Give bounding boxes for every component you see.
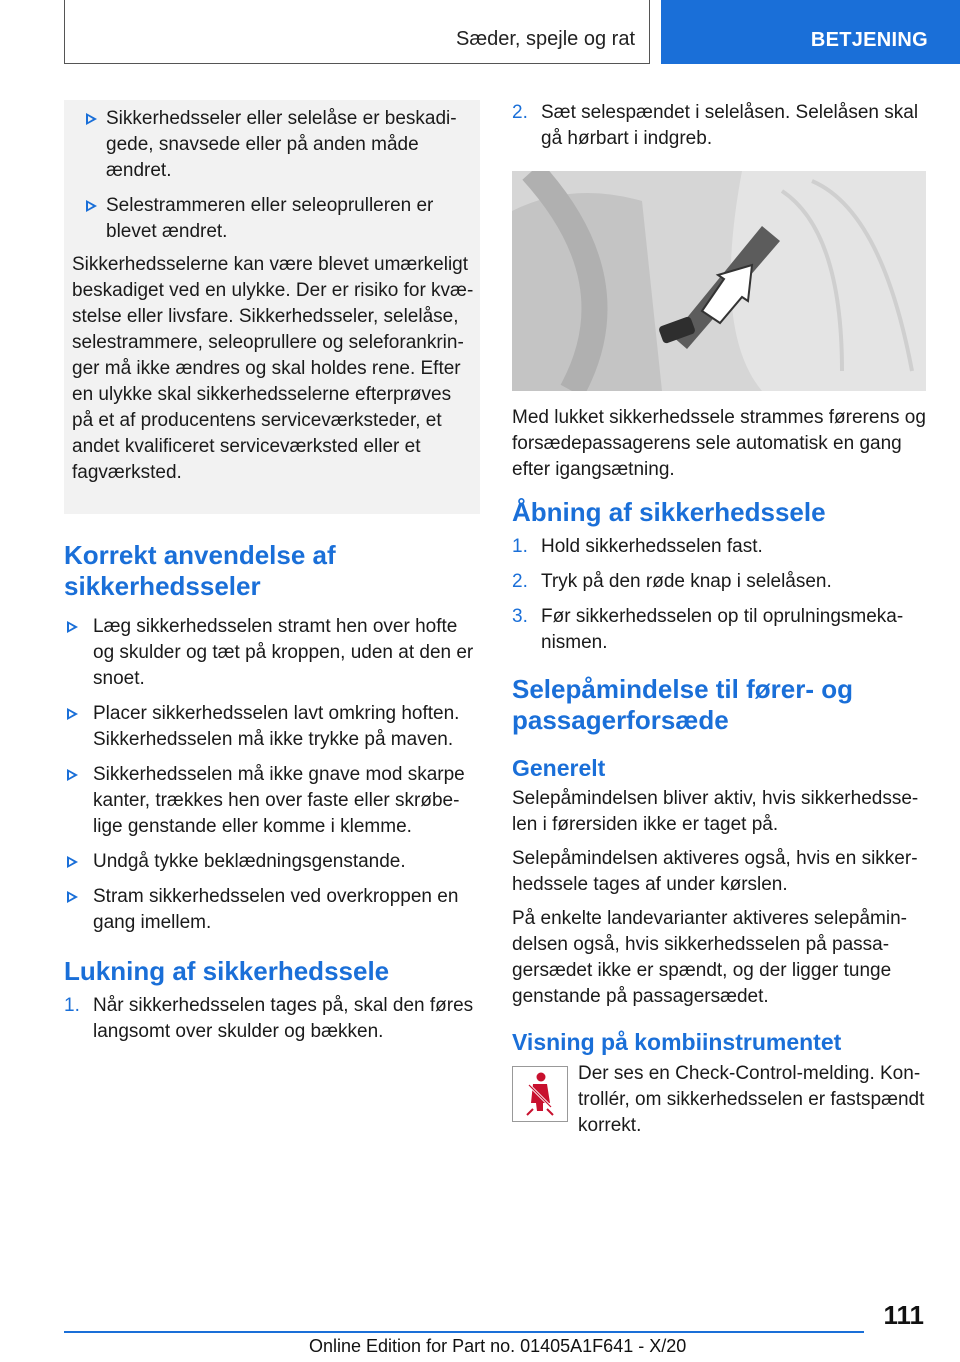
heading-correct-use: Korrekt anvendelse af sikkerhedsseler [64,540,336,601]
subheading-general: Generelt [512,755,606,781]
list-item: Selestrammeren eller seleoprulleren er blevet ændret. [72,193,474,245]
step-number: 1. [512,536,528,557]
left-column [64,100,480,1054]
section-title: Sæder, spejle og rat [456,28,635,50]
heading-opening: Åbning af sikkerhedssele [512,497,826,527]
edition-note: Online Edition for Part no. 01405A1F641 - X/20 [309,1336,687,1356]
list-item: 2. Tryk på den røde knap i selelåsen. [512,569,928,595]
triangle-bullet-icon [67,891,78,903]
closing-steps [64,993,480,1045]
list-item: Placer sikkerhedsselen lavt omkring hoften. Sikkerhedsselen må ikke trykke på maven. [64,701,480,753]
triangle-bullet-icon [67,856,78,868]
chapter-title: BETJENING [810,29,928,51]
heading-closing: Lukning af sikkerhedssele [64,956,390,986]
list-item: 3. Før sikkerhedsselen op til oprulningsmekanismen. [512,606,904,653]
list-item: Stram sikkerhedsselen ved overkroppen en gang imellem. [64,884,480,936]
step-number: 2. [512,571,528,592]
triangle-bullet-icon [67,621,78,633]
list-item: 1. Hold sikkerhedsselen fast. [512,534,928,560]
heading-reminder: Selepåmindelse til fører- og passagerforsæde [512,674,853,735]
warning-note-box [64,100,480,514]
correct-use-list [64,614,480,936]
check-control-row [512,1063,928,1162]
closing-steps-continued [512,100,928,152]
list-item: 2. Sæt selespændet i selelåsen. Selelåsen skal gå hørbart i indgreb. [512,102,919,149]
list-item: Sikkerhedsselen må ikke gnave mod skarpe kanter, trækkes hen over faste eller skrøbelige genstande eller komme i klemme. [64,762,480,840]
general-paragraph: Selepåmindelsen aktiveres også, hvis en sikkerhedssele tages af under kørslen. [512,848,918,895]
general-paragraph: Selepåmindelsen bliver aktiv, hvis sikkerhedsselen i førersiden ikke er taget på. [512,788,919,835]
triangle-bullet-icon [67,708,78,720]
step-number: 1. [64,995,80,1016]
after-photo-text: Med lukket sikkerhedssele strammes førerens og forsædepassagerens sele automatisk en gang efter igangsætning. [512,407,926,480]
seat-belt-photo-illustration [512,171,926,391]
step-number: 2. [512,102,528,123]
triangle-bullet-icon [67,769,78,781]
seat-belt-warning-symbol [513,1067,567,1121]
opening-steps [512,534,928,656]
seat-belt-warning-icon [512,1066,568,1122]
check-control-text: Der ses en Check-Control-melding. Kontrollér, om sikkerhedsselen er fastspændt korrekt. [578,1063,925,1136]
triangle-bullet-icon [86,200,97,212]
list-item: Undgå tykke beklædningsgenstande. [64,849,480,875]
chapter-tab [661,0,960,64]
note-paragraph: Sikkerhedsselerne kan være blevet umærkeligt beskadiget ved en ulykke. Der er risiko for kvæstelse eller livsfare. Sikkerhedsseler, selelåse, selestrammere, seleoprullere og seleforankringer må ikke ændres og skal holdes rene. Efter en ulykke skal sikkerhedsselerne efterprøves på et af producentens serviceværksteder, et andet kvalificeret serviceværksted eller et fagværksted. [72,254,474,483]
list-item: Læg sikkerhedsselen stramt hen over hofte og skulder og tæt på kroppen, uden at den er snoet. [64,614,480,692]
subheading-display: Visning på kombiinstrumentet [512,1029,842,1055]
general-paragraph: På enkelte landevarianter aktiveres selepåmindelsen også, hvis sikkerhedsselen på passagersædet ikke er spændt, og der ligger tunge genstande på passagersædet. [512,908,907,1007]
footer-divider [64,1331,864,1333]
list-item: Sikkerhedsseler eller selelåse er beskadigede, snavsede eller på anden måde ændret. [72,106,474,184]
step-number: 3. [512,606,528,627]
section-header [64,0,650,64]
note-list [72,106,474,245]
right-column [512,100,928,1162]
page-number: 111 [883,1300,924,1330]
seat-belt-buckle-photo [512,171,926,391]
list-item: 1. Når sikkerhedsselen tages på, skal den føres langsomt over skulder og bækken. [64,995,474,1042]
triangle-bullet-icon [86,113,97,125]
